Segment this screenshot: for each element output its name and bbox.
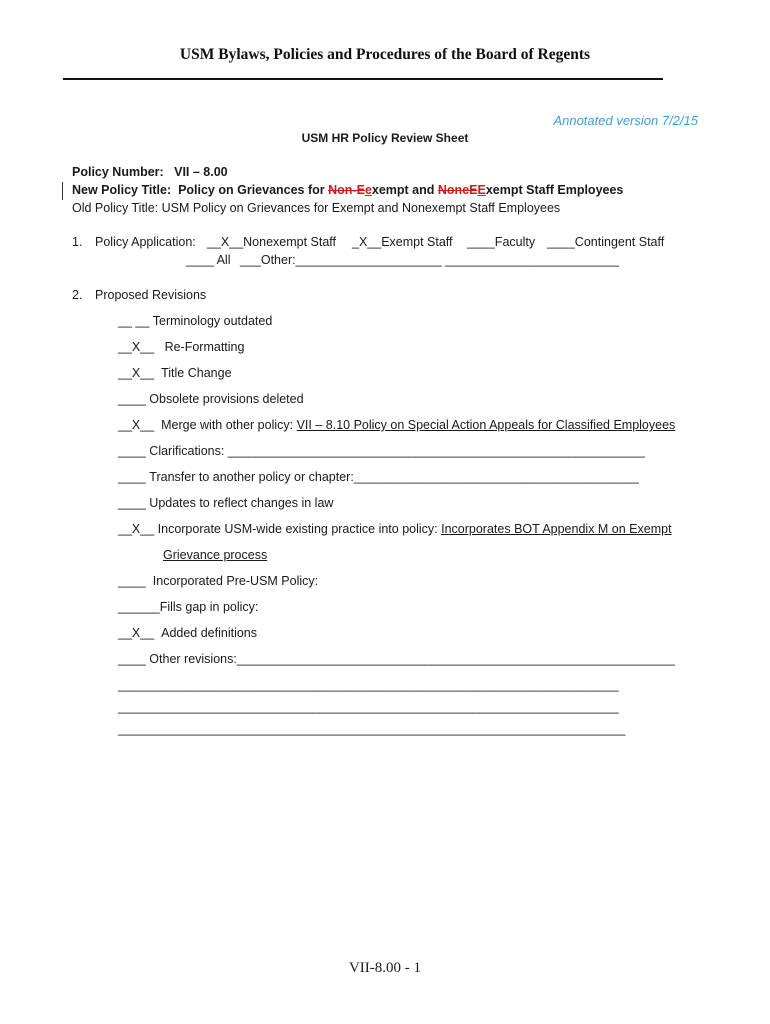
new-title-text-c: xempt Staff Employees: [485, 183, 624, 197]
list-item: [118, 444, 645, 458]
item-text: Incorporate USM-wide existing practice into policy:: [157, 522, 442, 536]
list-item: [118, 600, 258, 614]
sheet-title: USM HR Policy Review Sheet: [301, 131, 469, 145]
item-mark: ____: [118, 652, 146, 666]
item-text: Fills gap in policy:: [159, 600, 259, 614]
item-text: Other revisions:_______________________________________________________________: [149, 652, 675, 666]
blank-line: ________________________________________________________________________: [118, 678, 619, 692]
list-item: [118, 470, 639, 484]
list-item-continuation: [163, 548, 267, 562]
deleted-text: Non-E: [328, 183, 365, 197]
new-title-text-b: xempt and: [371, 183, 438, 197]
item-text: Added definitions: [161, 626, 258, 640]
annotation-version: Annotated version 7/2/15: [553, 113, 698, 128]
list-item: [118, 652, 675, 666]
item-mark: ____: [118, 392, 146, 406]
appendix-link[interactable]: Incorporates BOT Appendix M on Exempt: [441, 522, 672, 536]
item-mark: __X__: [118, 418, 155, 432]
inserted-text: E: [477, 183, 486, 197]
application-contingent: ____Contingent Staff: [547, 235, 665, 249]
list-item: [118, 418, 675, 432]
item-text: Obsolete provisions deleted: [149, 392, 304, 406]
blank-line: _________________________________________________________________________: [118, 722, 626, 736]
item-text: Transfer to another policy or chapter:_________________________________________: [149, 470, 639, 484]
inserted-text: e: [364, 183, 372, 197]
list-item: [118, 626, 257, 640]
item-text: Updates to reflect changes in law: [149, 496, 334, 510]
change-bar: [62, 182, 63, 200]
list-item: [118, 366, 232, 380]
application-all: ____ All: [186, 253, 231, 267]
new-policy-title-row: [72, 183, 623, 197]
page-number: VII-8.00 - 1: [348, 960, 422, 976]
grievance-process-link[interactable]: Grievance process: [163, 548, 268, 562]
item-mark: ____: [118, 496, 146, 510]
policy-number-value: VII – 8.00: [174, 165, 228, 179]
list-item: [118, 522, 672, 536]
list-item: [118, 314, 272, 328]
header-divider: [63, 78, 663, 80]
revisions-number: 2.: [72, 288, 83, 302]
list-item: [118, 392, 304, 406]
new-title-text-a: Policy on Grievances for: [178, 183, 329, 197]
list-item: [118, 496, 333, 510]
application-exempt: _X__Exempt Staff: [352, 235, 453, 249]
item-text: Incorporated Pre-USM Policy:: [152, 574, 319, 588]
item-mark: ____: [118, 574, 146, 588]
application-faculty: ____Faculty: [467, 235, 536, 249]
merge-policy-link[interactable]: VII – 8.10 Policy on Special Action Appeals for Classified Employees: [296, 418, 676, 432]
new-title-label: New Policy Title:: [72, 183, 172, 197]
list-item: [118, 340, 244, 354]
application-other: ___Other:_____________________ _________________________: [240, 253, 619, 267]
item-mark: ______: [118, 600, 160, 614]
item-text: Re-Formatting: [164, 340, 245, 354]
item-text: Title Change: [161, 366, 232, 380]
application-number: 1.: [72, 235, 83, 249]
application-label: Policy Application:: [95, 235, 196, 249]
application-nonexempt: __X__Nonexempt Staff: [207, 235, 337, 249]
document-header-title: USM Bylaws, Policies and Procedures of the Board of Regents: [179, 46, 591, 63]
item-mark: ____: [118, 470, 146, 484]
item-text: Terminology outdated: [152, 314, 273, 328]
revisions-label: Proposed Revisions: [95, 288, 207, 302]
item-mark: __ __: [118, 314, 150, 328]
item-mark: ____: [118, 444, 146, 458]
item-mark: __X__: [118, 626, 155, 640]
list-item: [118, 574, 318, 588]
policy-number-row: [72, 165, 228, 179]
policy-number-label: Policy Number:: [72, 165, 164, 179]
item-mark: __X__: [118, 340, 155, 354]
item-mark: __X__: [118, 366, 155, 380]
blank-line: ________________________________________________________________________: [118, 700, 619, 714]
old-policy-title: Old Policy Title: USM Policy on Grievances for Exempt and Nonexempt Staff Employees: [72, 201, 561, 215]
item-mark: __X__: [118, 522, 155, 536]
item-text: Merge with other policy:: [161, 418, 297, 432]
deleted-text: NoneE: [437, 183, 478, 197]
item-text: Clarifications: ____________________________________________________________: [149, 444, 645, 458]
